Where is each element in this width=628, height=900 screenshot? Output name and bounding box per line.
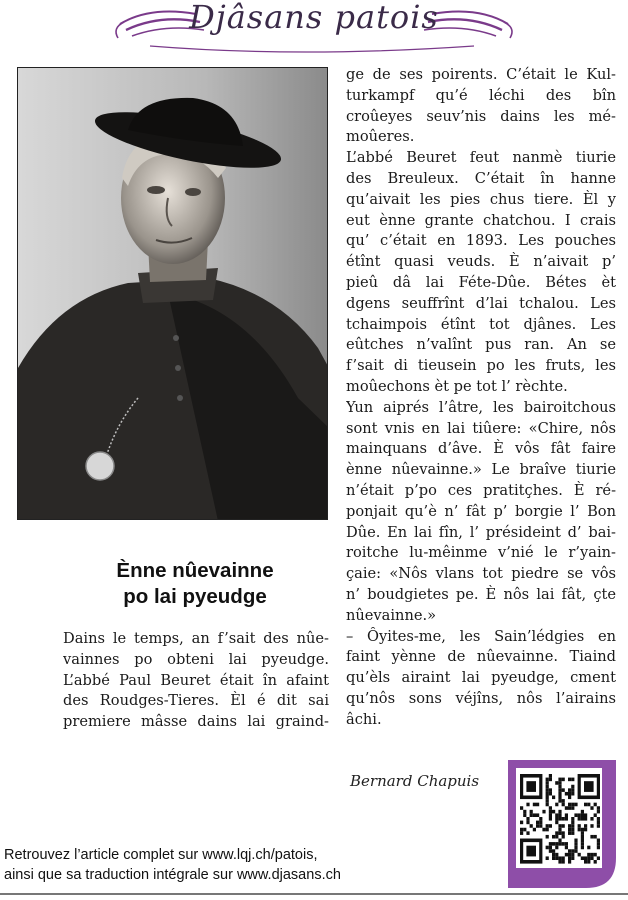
text-line: vainnes po obteni lai pyeudge. [63, 650, 329, 668]
text-line: çaie: «Nôs vlans tot piedre se vôs [346, 565, 616, 583]
text-line: nûevainne.» [346, 606, 437, 624]
text-line: pieû dâ lai Féte-Dûe. Bétes èt [346, 273, 616, 291]
text-line: qu’èls airaint lai pyeudge, cment [346, 669, 616, 687]
text-line: n’ boudgietes pe. È nôs lai fât, çte [346, 585, 616, 603]
text-line: moûechons èt pe tot l’ rèchte. [346, 377, 568, 395]
footer-line: Retrouvez l’article complet sur www.lqj.ch/patois, [4, 847, 318, 863]
text-line: premiere mâsse dains lai graind- [63, 713, 329, 731]
text-line: sont vnis en lai tiûere: «Chire, nôs [346, 419, 616, 437]
text-line: ènne nûevainne.» Le braîve tiurie [346, 461, 616, 479]
text-line: qu’aivait les pies chus tiere. Èl y [346, 190, 616, 208]
text-line: eut ènne grante chatchou. I crais [346, 211, 616, 229]
text-line: L’abbé Paul Beuret était în afaint [63, 671, 329, 689]
footer-note [4, 845, 341, 885]
text-line: Dûe. En lai fîn, l’ présideint d’ bai- [346, 523, 616, 541]
text-line: Dains le temps, an f’sait des nûe- [63, 630, 329, 647]
text-line: qu’ c’était en 1893. Les pouches [346, 232, 616, 250]
portrait-photo-icon [18, 68, 328, 520]
text-line: f’sait di tieusein po les fruts, les [346, 357, 616, 375]
qr-code-icon [508, 760, 616, 888]
text-line: roitche lu-mêinme v’nié le r’yain- [346, 544, 616, 562]
masthead [0, 0, 628, 58]
text-line: n’était p’po ces pratitçhes. È ré- [346, 481, 616, 499]
text-line: âchi. [346, 710, 382, 728]
text-line: ponjait qu’è n’ fât p’ borgie l’ Bon [346, 502, 616, 520]
article-headline [17, 558, 373, 610]
text-line: ge de ses poirents. C’était le Kul- [346, 66, 616, 83]
text-line: turkampf qu’é léchi des bîn [346, 86, 616, 104]
text-line: mainquans d’âve. È vôs fât faire [346, 440, 616, 458]
text-line: étînt quasi veuds. È n’aivait p’ [346, 253, 616, 271]
headline-line: po lai pyeudge [123, 585, 267, 608]
masthead-title: Djâsans patois [189, 0, 439, 36]
article-column-left [63, 629, 329, 733]
article-column-right [346, 65, 616, 731]
qr-code[interactable] [508, 760, 616, 888]
text-line: qu’nôs sons véjîns, nôs l’airains [346, 689, 616, 707]
footer-line: ainsi que sa traduction intégrale sur www.djasans.ch [4, 867, 341, 883]
text-line: croûeyes seuv’nis dains les mé- [346, 107, 616, 125]
headline-line: Ènne nûevainne [116, 559, 274, 582]
author-signature: Bernard Chapuis [350, 772, 480, 790]
text-line: dgens seuffrînt d’lai tchalou. Les [346, 294, 616, 312]
text-line: tchaimpois étînt tot djânes. Les [346, 315, 616, 333]
text-line: – Ôyites-me, les Sain’lédgies en [346, 627, 616, 645]
text-line: moûeres. [346, 128, 415, 146]
text-line: eûtches n’valînt pus ran. An se [346, 336, 616, 354]
text-line: L’abbé Beuret feut nanmè tiurie [346, 149, 616, 167]
text-line: faint yènne de nûevainne. Tiaind [346, 648, 616, 666]
portrait-photo [17, 67, 328, 520]
bottom-divider [0, 893, 628, 895]
text-line: des Roudges-Tieres. Èl é dit sai [63, 692, 329, 710]
text-line: Yun aiprés l’âtre, les bairoitchous [346, 398, 616, 416]
text-line: des Breuleux. C’était în hanne [346, 169, 616, 187]
